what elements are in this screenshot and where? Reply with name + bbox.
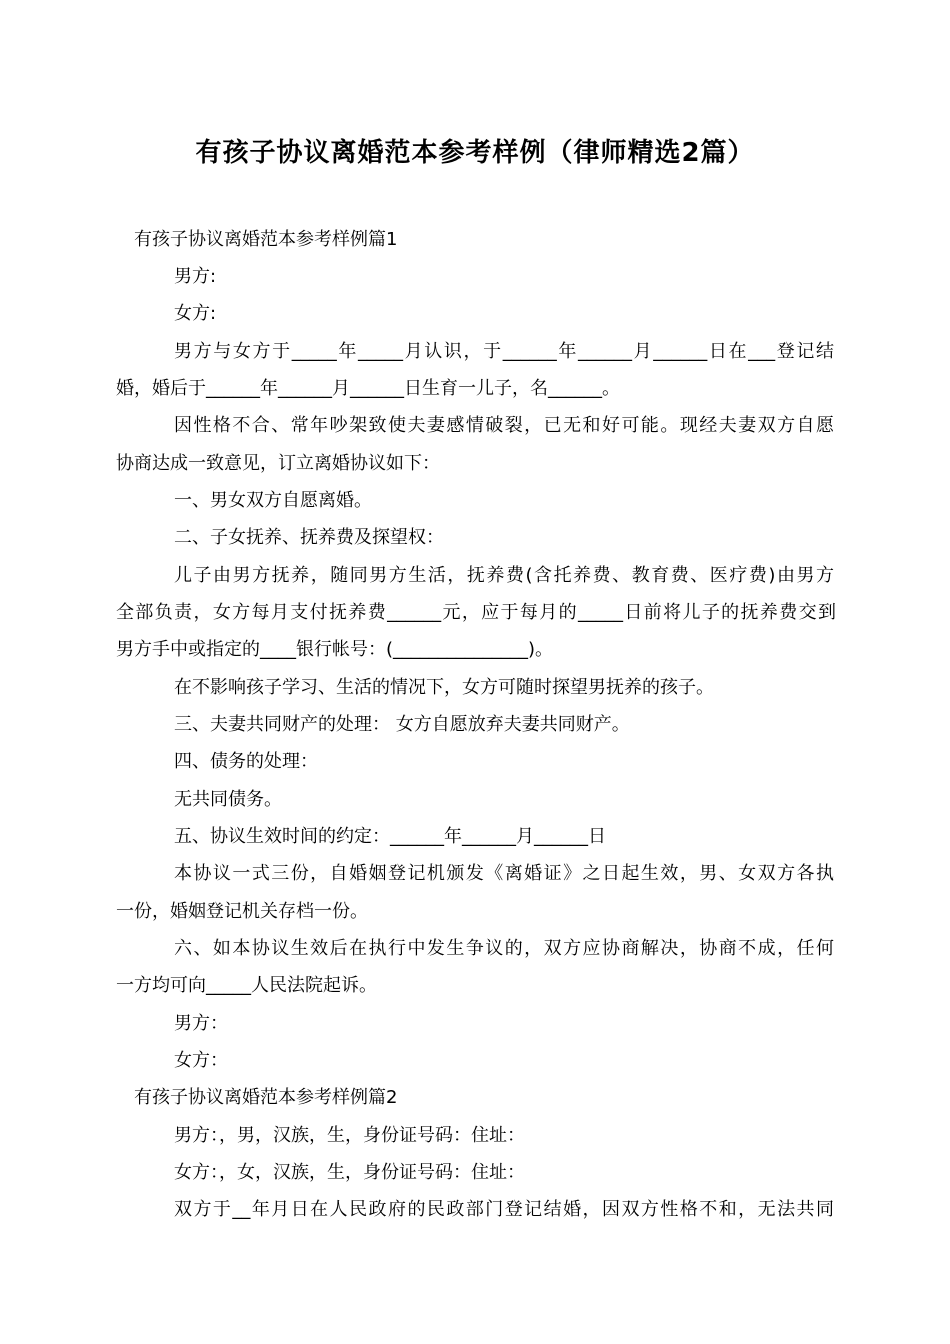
paragraph-line: 全部负责，女方每月支付抚养费______元，应于每月的_____日前将儿子的抚养费交到	[116, 602, 836, 623]
paragraph-line: 本协议一式三份，自婚姻登记机颁发《离婚证》之日起生效，男、女双方各执	[174, 863, 834, 884]
party-female-label: 女方:	[174, 303, 217, 324]
clause-line: 一、男女双方自愿离婚。	[174, 490, 372, 511]
party-male-label: 男方:	[174, 266, 217, 287]
document-title: 有孩子协议离婚范本参考样例（律师精选2篇）	[195, 138, 755, 168]
paragraph-line: 男方与女方于_____年_____月认识，于______年______月______日在___登记结	[174, 341, 834, 362]
paragraph-line: 儿子由男方抚养，随同男方生活，抚养费(含托养费、教育费、医疗费)由男方	[174, 565, 834, 586]
signature-male-label: 男方：	[174, 1013, 228, 1034]
paragraph-line: 一份，婚姻登记机关存档一份。	[116, 901, 368, 922]
clause-line: 三、夫妻共同财产的处理： 女方自愿放弃夫妻共同财产。	[174, 714, 630, 735]
paragraph-line: 男方手中或指定的____银行帐号：(_______________)。	[116, 639, 554, 660]
section-heading-2: 有孩子协议离婚范本参考样例篇2	[134, 1087, 398, 1108]
signature-female-label: 女方：	[174, 1050, 228, 1071]
paragraph-line: 婚，婚后于______年______月______日生育一儿子，名______。	[116, 378, 620, 399]
paragraph-line: 双方于__年月日在人民政府的民政部门登记结婚，因双方性格不和，无法共同	[174, 1199, 834, 1220]
paragraph-line: 一方均可向_____人民法院起诉。	[116, 975, 377, 996]
clause-line: 二、子女抚养、抚养费及探望权：	[174, 527, 444, 548]
clause-line: 五、协议生效时间的约定：______年______月______日	[174, 826, 606, 847]
paragraph-line: 无共同债务。	[174, 789, 282, 810]
clause-line: 四、债务的处理：	[174, 751, 318, 772]
party-female-info: 女方：，女，汉族，生，身份证号码：住址：	[174, 1162, 525, 1183]
paragraph-line: 协商达成一致意见，订立离婚协议如下：	[116, 453, 440, 474]
paragraph-line: 在不影响孩子学习、生活的情况下，女方可随时探望男抚养的孩子。	[174, 677, 714, 698]
section-heading-1: 有孩子协议离婚范本参考样例篇1	[134, 229, 398, 250]
paragraph-line: 因性格不合、常年吵架致使夫妻感情破裂，已无和好可能。现经夫妻双方自愿	[174, 415, 834, 436]
party-male-info: 男方：，男，汉族，生，身份证号码：住址：	[174, 1125, 525, 1146]
clause-line: 六、如本协议生效后在执行中发生争议的，双方应协商解决，协商不成，任何	[174, 938, 834, 959]
